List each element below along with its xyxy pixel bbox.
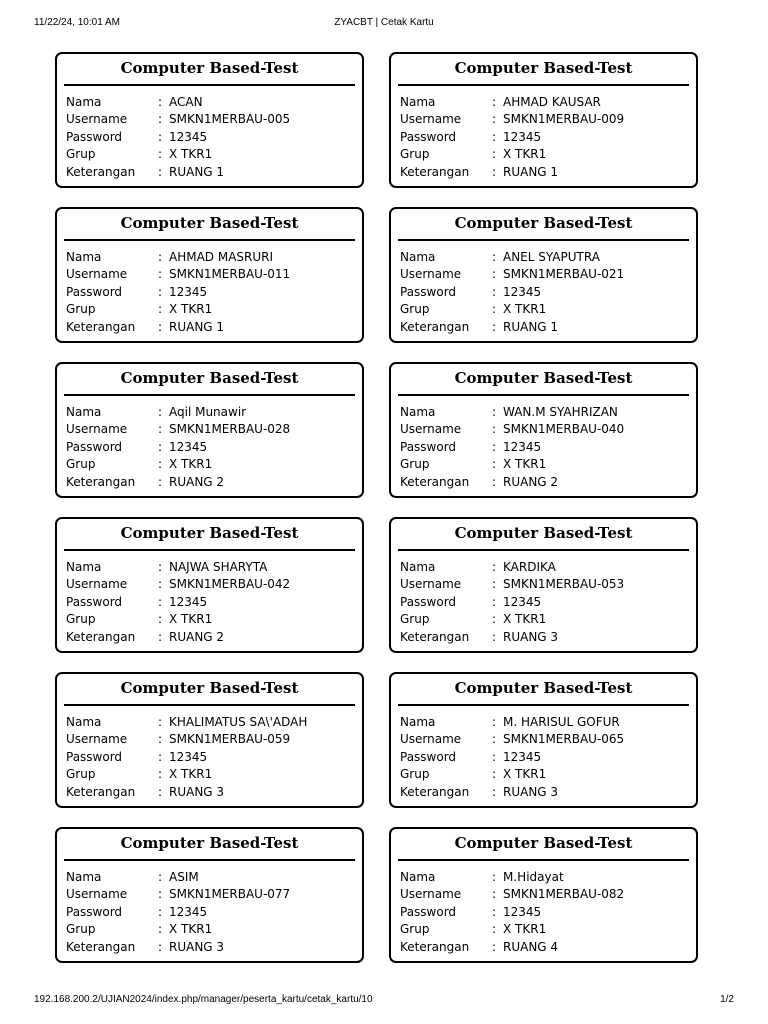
separator: : bbox=[492, 560, 497, 574]
separator: : bbox=[492, 767, 497, 782]
label-grup: Grup bbox=[66, 457, 96, 472]
separator: : bbox=[492, 784, 497, 799]
separator: : bbox=[158, 784, 163, 799]
row-grup bbox=[64, 611, 355, 628]
label-password: Password bbox=[400, 594, 457, 609]
separator: : bbox=[158, 147, 163, 162]
value-keterangan: RUANG 2 bbox=[169, 474, 225, 489]
separator: : bbox=[158, 560, 163, 574]
label-username: Username bbox=[400, 422, 462, 437]
separator: : bbox=[158, 302, 163, 317]
row-grup bbox=[398, 146, 689, 163]
row-nama bbox=[64, 94, 355, 111]
value-username: SMKN1MERBAU-053 bbox=[503, 577, 625, 592]
separator: : bbox=[158, 250, 163, 264]
separator: : bbox=[492, 939, 497, 954]
row-password bbox=[398, 594, 689, 611]
label-password: Password bbox=[400, 129, 457, 144]
separator: : bbox=[492, 319, 497, 334]
separator: : bbox=[158, 267, 163, 282]
value-username: SMKN1MERBAU-009 bbox=[503, 112, 625, 127]
card-divider bbox=[64, 704, 355, 706]
value-username: SMKN1MERBAU-028 bbox=[169, 422, 291, 437]
value-keterangan: RUANG 2 bbox=[503, 474, 559, 489]
value-keterangan: RUANG 3 bbox=[503, 784, 559, 799]
row-nama bbox=[398, 714, 689, 731]
login-card bbox=[55, 207, 364, 343]
label-nama: Nama bbox=[66, 870, 102, 884]
value-password: 12345 bbox=[503, 594, 542, 609]
card-title: Computer Based-Test bbox=[120, 834, 299, 852]
separator: : bbox=[158, 629, 163, 644]
row-keterangan bbox=[398, 629, 689, 646]
separator: : bbox=[158, 422, 163, 437]
separator: : bbox=[492, 870, 497, 884]
separator: : bbox=[158, 594, 163, 609]
value-grup: X TKR1 bbox=[169, 922, 213, 937]
value-username: SMKN1MERBAU-042 bbox=[169, 577, 291, 592]
label-grup: Grup bbox=[66, 767, 96, 782]
value-keterangan: RUANG 1 bbox=[169, 319, 225, 334]
separator: : bbox=[158, 405, 163, 419]
label-username: Username bbox=[400, 887, 462, 902]
label-password: Password bbox=[400, 284, 457, 299]
separator: : bbox=[158, 767, 163, 782]
label-username: Username bbox=[66, 112, 128, 127]
row-grup bbox=[398, 301, 689, 318]
separator: : bbox=[492, 405, 497, 419]
card-divider bbox=[64, 84, 355, 86]
value-nama: ACAN bbox=[169, 95, 203, 109]
separator: : bbox=[158, 904, 163, 919]
separator: : bbox=[492, 267, 497, 282]
separator: : bbox=[492, 732, 497, 747]
row-keterangan bbox=[64, 939, 355, 956]
row-keterangan bbox=[398, 164, 689, 181]
row-grup bbox=[64, 766, 355, 783]
label-nama: Nama bbox=[400, 95, 436, 109]
login-card bbox=[389, 207, 698, 343]
value-grup: X TKR1 bbox=[503, 612, 547, 627]
label-keterangan: Keterangan bbox=[66, 164, 136, 179]
separator: : bbox=[492, 250, 497, 264]
card-divider bbox=[64, 239, 355, 241]
print-datetime: 11/22/24, 10:01 AM bbox=[34, 17, 120, 28]
card-title: Computer Based-Test bbox=[120, 524, 299, 542]
row-username bbox=[398, 111, 689, 128]
label-username: Username bbox=[400, 577, 462, 592]
label-keterangan: Keterangan bbox=[66, 629, 136, 644]
separator: : bbox=[158, 457, 163, 472]
value-nama: ASIM bbox=[169, 870, 199, 884]
row-grup bbox=[398, 921, 689, 938]
row-keterangan bbox=[64, 629, 355, 646]
login-card bbox=[55, 517, 364, 653]
row-grup bbox=[398, 456, 689, 473]
row-password bbox=[398, 439, 689, 456]
value-password: 12345 bbox=[169, 284, 208, 299]
separator: : bbox=[492, 474, 497, 489]
separator: : bbox=[492, 95, 497, 109]
label-nama: Nama bbox=[66, 560, 102, 574]
value-keterangan: RUANG 4 bbox=[503, 939, 559, 954]
row-keterangan bbox=[398, 939, 689, 956]
label-username: Username bbox=[66, 422, 128, 437]
login-card bbox=[389, 517, 698, 653]
row-nama bbox=[64, 249, 355, 266]
login-card bbox=[55, 52, 364, 188]
value-nama: Aqil Munawir bbox=[169, 405, 247, 419]
separator: : bbox=[158, 715, 163, 729]
print-page-number: 1/2 bbox=[720, 994, 734, 1005]
card-grid bbox=[55, 52, 699, 963]
separator: : bbox=[158, 887, 163, 902]
label-grup: Grup bbox=[66, 147, 96, 162]
row-grup bbox=[64, 456, 355, 473]
value-grup: X TKR1 bbox=[169, 302, 213, 317]
row-nama bbox=[398, 404, 689, 421]
value-keterangan: RUANG 3 bbox=[169, 784, 225, 799]
row-username bbox=[398, 266, 689, 283]
row-password bbox=[398, 129, 689, 146]
value-nama: AHMAD MASRURI bbox=[169, 250, 274, 264]
label-password: Password bbox=[66, 129, 123, 144]
label-keterangan: Keterangan bbox=[400, 319, 470, 334]
value-keterangan: RUANG 3 bbox=[503, 629, 559, 644]
value-password: 12345 bbox=[503, 439, 542, 454]
separator: : bbox=[158, 474, 163, 489]
row-keterangan bbox=[64, 784, 355, 801]
label-username: Username bbox=[400, 732, 462, 747]
row-password bbox=[64, 594, 355, 611]
row-grup bbox=[398, 611, 689, 628]
card-divider bbox=[398, 394, 689, 396]
row-password bbox=[64, 129, 355, 146]
row-keterangan bbox=[64, 164, 355, 181]
row-username bbox=[398, 421, 689, 438]
separator: : bbox=[158, 577, 163, 592]
row-grup bbox=[64, 921, 355, 938]
label-grup: Grup bbox=[400, 922, 430, 937]
print-header bbox=[34, 17, 734, 31]
separator: : bbox=[158, 284, 163, 299]
separator: : bbox=[492, 439, 497, 454]
label-grup: Grup bbox=[400, 147, 430, 162]
separator: : bbox=[492, 887, 497, 902]
value-nama: AHMAD KAUSAR bbox=[503, 95, 601, 109]
separator: : bbox=[492, 112, 497, 127]
label-nama: Nama bbox=[66, 405, 102, 419]
separator: : bbox=[492, 629, 497, 644]
separator: : bbox=[492, 749, 497, 764]
card-title: Computer Based-Test bbox=[454, 679, 633, 697]
value-grup: X TKR1 bbox=[503, 922, 547, 937]
separator: : bbox=[158, 164, 163, 179]
label-nama: Nama bbox=[66, 95, 102, 109]
value-grup: X TKR1 bbox=[503, 147, 547, 162]
row-username bbox=[64, 576, 355, 593]
separator: : bbox=[492, 129, 497, 144]
login-card bbox=[389, 827, 698, 963]
separator: : bbox=[158, 922, 163, 937]
value-password: 12345 bbox=[169, 129, 208, 144]
value-grup: X TKR1 bbox=[169, 147, 213, 162]
value-password: 12345 bbox=[503, 749, 542, 764]
label-keterangan: Keterangan bbox=[66, 474, 136, 489]
card-divider bbox=[64, 549, 355, 551]
separator: : bbox=[492, 457, 497, 472]
value-grup: X TKR1 bbox=[503, 767, 547, 782]
print-page-title: ZYACBT | Cetak Kartu bbox=[334, 17, 434, 28]
label-password: Password bbox=[66, 904, 123, 919]
separator: : bbox=[492, 302, 497, 317]
value-keterangan: RUANG 1 bbox=[503, 319, 559, 334]
value-nama: KARDIKA bbox=[503, 560, 556, 574]
label-grup: Grup bbox=[400, 767, 430, 782]
label-username: Username bbox=[66, 732, 128, 747]
value-grup: X TKR1 bbox=[169, 457, 213, 472]
card-divider bbox=[398, 239, 689, 241]
separator: : bbox=[158, 732, 163, 747]
separator: : bbox=[492, 715, 497, 729]
card-title: Computer Based-Test bbox=[120, 369, 299, 387]
separator: : bbox=[158, 612, 163, 627]
label-keterangan: Keterangan bbox=[400, 939, 470, 954]
label-username: Username bbox=[400, 112, 462, 127]
label-keterangan: Keterangan bbox=[400, 629, 470, 644]
row-grup bbox=[398, 766, 689, 783]
label-grup: Grup bbox=[66, 612, 96, 627]
card-title: Computer Based-Test bbox=[454, 524, 633, 542]
label-keterangan: Keterangan bbox=[400, 784, 470, 799]
card-divider bbox=[398, 704, 689, 706]
value-grup: X TKR1 bbox=[503, 457, 547, 472]
value-grup: X TKR1 bbox=[169, 767, 213, 782]
card-title: Computer Based-Test bbox=[454, 369, 633, 387]
separator: : bbox=[492, 594, 497, 609]
row-nama bbox=[64, 404, 355, 421]
value-password: 12345 bbox=[503, 129, 542, 144]
separator: : bbox=[158, 95, 163, 109]
card-divider bbox=[398, 84, 689, 86]
separator: : bbox=[492, 612, 497, 627]
row-password bbox=[64, 749, 355, 766]
row-password bbox=[64, 284, 355, 301]
value-keterangan: RUANG 2 bbox=[169, 629, 225, 644]
value-nama: M. HARISUL GOFUR bbox=[503, 715, 620, 729]
separator: : bbox=[492, 284, 497, 299]
print-url: 192.168.200.2/UJIAN2024/index.php/manager/peserta_kartu/cetak_kartu/10 bbox=[34, 994, 373, 1005]
separator: : bbox=[158, 870, 163, 884]
value-username: SMKN1MERBAU-065 bbox=[503, 732, 625, 747]
label-nama: Nama bbox=[66, 715, 102, 729]
row-keterangan bbox=[398, 784, 689, 801]
value-nama: WAN.M SYAHRIZAN bbox=[503, 405, 618, 419]
separator: : bbox=[492, 904, 497, 919]
value-grup: X TKR1 bbox=[503, 302, 547, 317]
label-nama: Nama bbox=[400, 560, 436, 574]
card-title: Computer Based-Test bbox=[120, 679, 299, 697]
row-nama bbox=[64, 869, 355, 886]
card-title: Computer Based-Test bbox=[454, 214, 633, 232]
label-nama: Nama bbox=[400, 405, 436, 419]
label-username: Username bbox=[66, 887, 128, 902]
separator: : bbox=[158, 749, 163, 764]
label-username: Username bbox=[66, 267, 128, 282]
card-divider bbox=[64, 394, 355, 396]
card-title: Computer Based-Test bbox=[120, 214, 299, 232]
separator: : bbox=[158, 439, 163, 454]
label-password: Password bbox=[66, 594, 123, 609]
value-grup: X TKR1 bbox=[169, 612, 213, 627]
separator: : bbox=[492, 922, 497, 937]
value-nama: KHALIMATUS SA\'ADAH bbox=[169, 715, 308, 729]
label-password: Password bbox=[400, 749, 457, 764]
label-grup: Grup bbox=[400, 612, 430, 627]
label-username: Username bbox=[400, 267, 462, 282]
login-card bbox=[389, 672, 698, 808]
value-password: 12345 bbox=[503, 904, 542, 919]
label-password: Password bbox=[66, 439, 123, 454]
label-keterangan: Keterangan bbox=[400, 164, 470, 179]
row-password bbox=[398, 284, 689, 301]
row-keterangan bbox=[398, 319, 689, 336]
value-username: SMKN1MERBAU-021 bbox=[503, 267, 625, 282]
value-nama: M.Hidayat bbox=[503, 870, 564, 884]
login-card bbox=[55, 362, 364, 498]
row-username bbox=[64, 886, 355, 903]
value-username: SMKN1MERBAU-005 bbox=[169, 112, 291, 127]
value-username: SMKN1MERBAU-077 bbox=[169, 887, 291, 902]
row-keterangan bbox=[64, 319, 355, 336]
separator: : bbox=[158, 319, 163, 334]
label-nama: Nama bbox=[400, 250, 436, 264]
label-nama: Nama bbox=[400, 870, 436, 884]
login-card bbox=[55, 672, 364, 808]
row-nama bbox=[64, 559, 355, 576]
value-password: 12345 bbox=[169, 594, 208, 609]
print-footer bbox=[34, 994, 734, 1008]
separator: : bbox=[492, 164, 497, 179]
row-nama bbox=[398, 94, 689, 111]
value-password: 12345 bbox=[169, 439, 208, 454]
row-password bbox=[64, 904, 355, 921]
label-nama: Nama bbox=[400, 715, 436, 729]
row-nama bbox=[398, 869, 689, 886]
separator: : bbox=[158, 129, 163, 144]
label-grup: Grup bbox=[66, 302, 96, 317]
label-keterangan: Keterangan bbox=[66, 319, 136, 334]
separator: : bbox=[492, 147, 497, 162]
card-title: Computer Based-Test bbox=[454, 834, 633, 852]
value-nama: NAJWA SHARYTA bbox=[169, 560, 268, 574]
card-title: Computer Based-Test bbox=[120, 59, 299, 77]
card-title: Computer Based-Test bbox=[454, 59, 633, 77]
login-card bbox=[389, 362, 698, 498]
row-keterangan bbox=[64, 474, 355, 491]
label-nama: Nama bbox=[66, 250, 102, 264]
card-divider bbox=[398, 549, 689, 551]
label-password: Password bbox=[400, 904, 457, 919]
row-username bbox=[398, 731, 689, 748]
row-nama bbox=[64, 714, 355, 731]
row-username bbox=[64, 266, 355, 283]
separator: : bbox=[492, 422, 497, 437]
row-keterangan bbox=[398, 474, 689, 491]
label-grup: Grup bbox=[400, 302, 430, 317]
value-username: SMKN1MERBAU-059 bbox=[169, 732, 291, 747]
value-keterangan: RUANG 1 bbox=[503, 164, 559, 179]
card-divider bbox=[64, 859, 355, 861]
row-username bbox=[398, 886, 689, 903]
row-nama bbox=[398, 559, 689, 576]
label-keterangan: Keterangan bbox=[66, 939, 136, 954]
label-grup: Grup bbox=[66, 922, 96, 937]
separator: : bbox=[158, 939, 163, 954]
separator: : bbox=[158, 112, 163, 127]
row-username bbox=[398, 576, 689, 593]
value-password: 12345 bbox=[503, 284, 542, 299]
label-password: Password bbox=[400, 439, 457, 454]
value-password: 12345 bbox=[169, 904, 208, 919]
separator: : bbox=[492, 577, 497, 592]
row-username bbox=[64, 421, 355, 438]
value-username: SMKN1MERBAU-011 bbox=[169, 267, 291, 282]
value-nama: ANEL SYAPUTRA bbox=[503, 250, 600, 264]
label-password: Password bbox=[66, 284, 123, 299]
value-keterangan: RUANG 3 bbox=[169, 939, 225, 954]
row-grup bbox=[64, 301, 355, 318]
row-username bbox=[64, 111, 355, 128]
label-keterangan: Keterangan bbox=[400, 474, 470, 489]
value-keterangan: RUANG 1 bbox=[169, 164, 225, 179]
login-card bbox=[389, 52, 698, 188]
row-password bbox=[398, 749, 689, 766]
value-password: 12345 bbox=[169, 749, 208, 764]
label-grup: Grup bbox=[400, 457, 430, 472]
login-card bbox=[55, 827, 364, 963]
label-keterangan: Keterangan bbox=[66, 784, 136, 799]
row-password bbox=[64, 439, 355, 456]
card-divider bbox=[398, 859, 689, 861]
row-password bbox=[398, 904, 689, 921]
row-grup bbox=[64, 146, 355, 163]
label-username: Username bbox=[66, 577, 128, 592]
row-username bbox=[64, 731, 355, 748]
value-username: SMKN1MERBAU-082 bbox=[503, 887, 625, 902]
value-username: SMKN1MERBAU-040 bbox=[503, 422, 625, 437]
label-password: Password bbox=[66, 749, 123, 764]
row-nama bbox=[398, 249, 689, 266]
